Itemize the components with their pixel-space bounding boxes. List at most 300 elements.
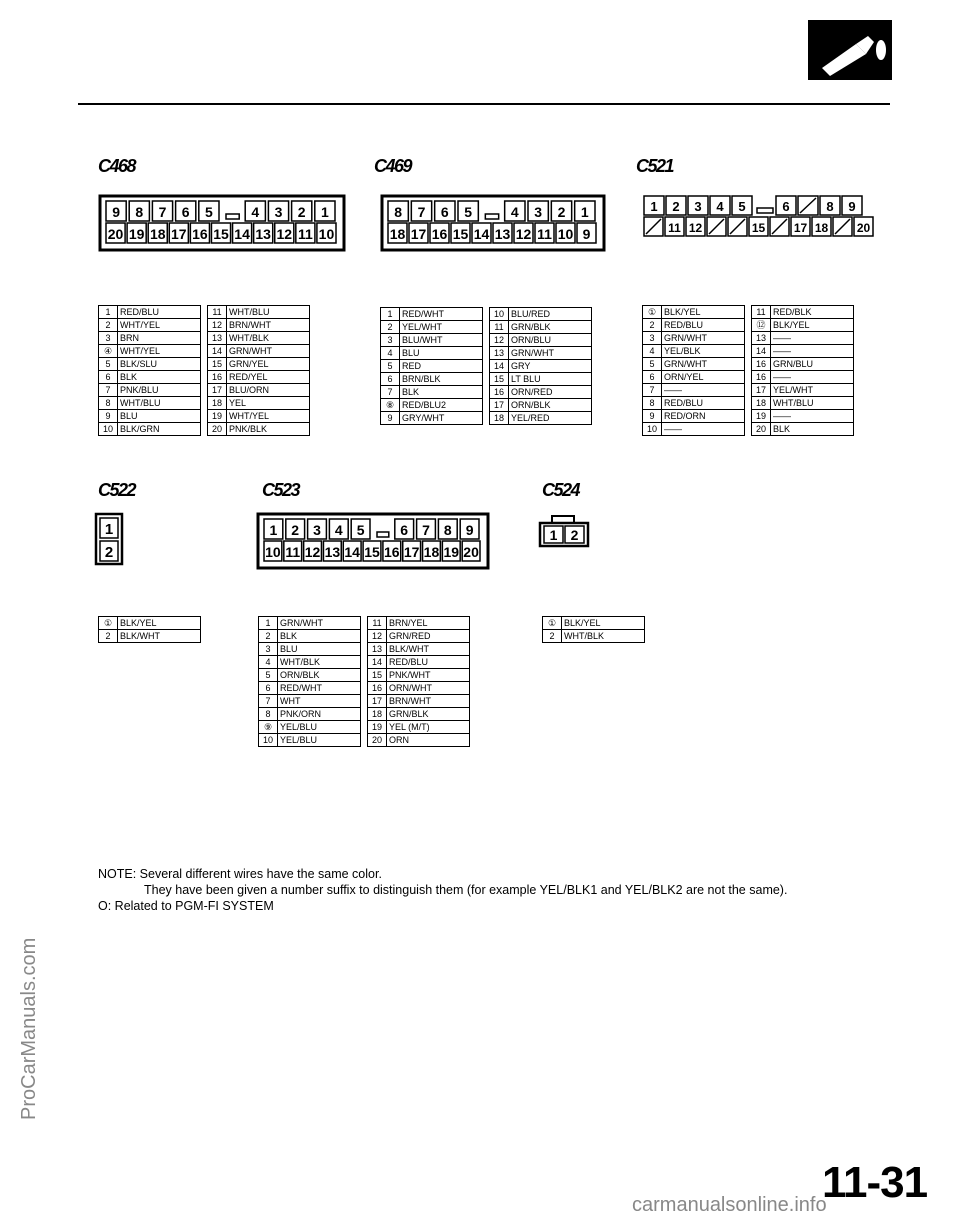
terminal-number: 2: [381, 321, 400, 334]
wire-color: BLK: [771, 423, 854, 436]
terminal-number: ④: [99, 345, 118, 358]
wire-color: ORN/RED: [509, 386, 592, 399]
wire-color: BLK/WHT: [387, 643, 470, 656]
terminal-number: 16: [752, 371, 771, 384]
wire-color: ——: [771, 410, 854, 423]
pin-label: 12: [688, 221, 703, 235]
column-gap: [361, 630, 368, 643]
pin-label: 8: [135, 204, 144, 220]
lock-tab: [757, 208, 773, 213]
connector-id-c468: C468: [98, 156, 136, 176]
pin-label: 8: [394, 204, 403, 220]
pin-label: 5: [205, 204, 213, 220]
terminal-number: 2: [543, 630, 562, 643]
terminal-number: 19: [208, 410, 227, 423]
terminal-number: 5: [381, 360, 400, 373]
pin-label: 12: [276, 226, 293, 242]
pin-label: 12: [304, 544, 321, 560]
wire-row: [99, 410, 310, 423]
wire-row: [259, 734, 470, 747]
column-gap: [483, 360, 490, 373]
terminal-number: 10: [99, 423, 118, 436]
wire-color: GRN/WHT: [278, 617, 361, 630]
pin-label: 1: [549, 527, 558, 543]
wire-color: ORN/WHT: [387, 682, 470, 695]
terminal-number: 14: [490, 360, 509, 373]
wire-color: BLK/YEL: [662, 306, 745, 319]
pin-label: 9: [582, 226, 591, 242]
blank-pin-slash: [646, 219, 661, 234]
terminal-number: 9: [99, 410, 118, 423]
wire-row: [643, 358, 854, 371]
wire-color: RED/BLU: [662, 397, 745, 410]
connector-outline: [94, 512, 124, 566]
terminal-number: 3: [259, 643, 278, 656]
wire-color: BLU: [400, 347, 483, 360]
terminal-number: 6: [259, 682, 278, 695]
pin-label: 11: [285, 544, 301, 560]
pin-label: 16: [384, 544, 400, 560]
pin-label: 2: [672, 199, 680, 214]
wire-color: YEL/WHT: [400, 321, 483, 334]
terminal-number: 13: [490, 347, 509, 360]
wire-row: [259, 708, 470, 721]
pin-label: 6: [181, 204, 190, 220]
pin-label: 7: [158, 204, 167, 220]
terminal-number: 5: [99, 358, 118, 371]
wire-row: [381, 347, 592, 360]
pin-label: 9: [112, 204, 120, 220]
terminal-number: 4: [381, 347, 400, 360]
terminal-number: 13: [752, 332, 771, 345]
wire-color: RED/BLK: [771, 306, 854, 319]
blank-pin-slash: [709, 219, 724, 234]
wire-color: ——: [771, 345, 854, 358]
terminal-number: 20: [752, 423, 771, 436]
wire-row: [643, 371, 854, 384]
wire-color: BLU/ORN: [227, 384, 310, 397]
pin-label: 16: [192, 226, 208, 242]
terminal-number: 15: [368, 669, 387, 682]
wire-color: RED/ORN: [662, 410, 745, 423]
wire-color: GRN/YEL: [227, 358, 310, 371]
terminal-number: 7: [381, 386, 400, 399]
terminal-number: ⑨: [259, 721, 278, 734]
pin-label: 20: [856, 221, 871, 235]
wire-color: BRN/YEL: [387, 617, 470, 630]
wire-color: WHT/BLK: [278, 656, 361, 669]
wire-color: PNK/BLK: [227, 423, 310, 436]
pin-label: 11: [537, 226, 552, 242]
pin-label: 14: [234, 226, 250, 242]
terminal-number: 2: [99, 319, 118, 332]
pin-label: 4: [334, 522, 343, 538]
column-gap: [483, 347, 490, 360]
column-gap: [483, 308, 490, 321]
column-gap: [745, 345, 752, 358]
terminal-number: 2: [259, 630, 278, 643]
wire-table-c468: [98, 305, 310, 436]
column-gap: [483, 399, 490, 412]
pin-label: 6: [400, 522, 409, 538]
wire-row: [259, 656, 470, 669]
terminal-number: 8: [259, 708, 278, 721]
wire-row: [643, 332, 854, 345]
pin-label: 20: [463, 544, 479, 560]
wire-table-c523: [258, 616, 470, 747]
pin-label: 10: [265, 544, 281, 560]
pin-label: 2: [570, 527, 579, 543]
column-gap: [745, 332, 752, 345]
pin-label: 11: [668, 221, 681, 235]
terminal-number: 16: [368, 682, 387, 695]
pin-label: 20: [107, 226, 124, 242]
wire-color: BLK/YEL: [562, 617, 645, 630]
terminal-number: 7: [99, 384, 118, 397]
blank-pin-slash: [835, 219, 850, 234]
wire-color: ——: [662, 384, 745, 397]
wire-color: WHT/BLK: [227, 332, 310, 345]
note-line-3: O: Related to PGM-FI SYSTEM: [98, 899, 274, 913]
terminal-number: 14: [208, 345, 227, 358]
pin-label: 4: [251, 204, 260, 220]
terminal-number: 15: [208, 358, 227, 371]
wire-color: YEL/RED: [509, 412, 592, 425]
pin-label: 17: [171, 226, 187, 242]
wire-row: [99, 319, 310, 332]
wire-color: GRN/BLK: [387, 708, 470, 721]
wire-color: WHT/YEL: [118, 319, 201, 332]
column-gap: [201, 345, 208, 358]
pin-label: 17: [410, 226, 427, 242]
column-gap: [201, 371, 208, 384]
column-gap: [201, 358, 208, 371]
wire-color: BLK: [400, 386, 483, 399]
terminal-number: 4: [259, 656, 278, 669]
wire-row: [381, 321, 592, 334]
pin-label: 2: [557, 204, 566, 220]
terminal-number: 9: [643, 410, 662, 423]
wire-row: [99, 384, 310, 397]
wire-color: RED/WHT: [278, 682, 361, 695]
terminal-number: 10: [490, 308, 509, 321]
column-gap: [361, 721, 368, 734]
terminal-number: ①: [543, 617, 562, 630]
column-gap: [745, 319, 752, 332]
wire-color: BLU/RED: [509, 308, 592, 321]
terminal-number: 4: [643, 345, 662, 358]
connector-id-c469: C469: [374, 156, 412, 176]
blank-pin-slash: [772, 219, 787, 234]
wire-row: [643, 306, 854, 319]
terminal-number: 16: [208, 371, 227, 384]
wire-row: [259, 721, 470, 734]
wire-row: [259, 630, 470, 643]
wire-row: [643, 345, 854, 358]
pin-label: 13: [255, 226, 271, 242]
terminal-number: 8: [99, 397, 118, 410]
side-watermark: ProCarManuals.com: [18, 937, 40, 1120]
wire-color: RED/BLU2: [400, 399, 483, 412]
wire-color: YEL/BLU: [278, 721, 361, 734]
column-gap: [745, 423, 752, 436]
wire-color: BLU/WHT: [400, 334, 483, 347]
pin-label: 13: [494, 226, 511, 242]
pin-label: 6: [440, 204, 449, 220]
column-gap: [483, 412, 490, 425]
wire-row: [381, 334, 592, 347]
terminal-number: 5: [643, 358, 662, 371]
terminal-number: 12: [368, 630, 387, 643]
terminal-number: 2: [643, 319, 662, 332]
pin-label: 11: [297, 226, 313, 242]
wire-row: [543, 617, 645, 630]
wire-row: [381, 399, 592, 412]
blank-pin-slash: [730, 219, 745, 234]
column-gap: [361, 656, 368, 669]
wire-row: [99, 345, 310, 358]
pin-label: 1: [580, 204, 589, 220]
connector-face-c469: [380, 192, 606, 254]
column-gap: [745, 306, 752, 319]
terminal-number: 11: [368, 617, 387, 630]
wire-row: [99, 306, 310, 319]
pin-label: 17: [403, 544, 420, 560]
column-gap: [361, 682, 368, 695]
terminal-number: 10: [643, 423, 662, 436]
connector-id-c523: C523: [262, 480, 300, 500]
column-gap: [745, 397, 752, 410]
pin-label: 9: [848, 199, 856, 214]
wire-color: BLK/SLU: [118, 358, 201, 371]
column-gap: [201, 423, 208, 436]
note-line-1: NOTE: Several different wires have the same color.: [98, 867, 382, 881]
terminal-number: 17: [490, 399, 509, 412]
wire-color: YEL: [227, 397, 310, 410]
connector-outline: [256, 510, 490, 572]
wire-color: WHT/BLU: [118, 397, 201, 410]
wire-color: BLK: [118, 371, 201, 384]
pin-label: 5: [356, 522, 365, 538]
terminal-number: 18: [208, 397, 227, 410]
header-rule: [78, 103, 890, 105]
wire-color: PNK/WHT: [387, 669, 470, 682]
column-gap: [745, 410, 752, 423]
wire-row: [381, 308, 592, 321]
wire-row: [99, 617, 201, 630]
pin-label: 6: [782, 199, 790, 214]
column-gap: [201, 384, 208, 397]
terminal-number: 13: [368, 643, 387, 656]
column-gap: [201, 306, 208, 319]
wire-color: ORN/BLK: [509, 399, 592, 412]
wire-color: BRN: [118, 332, 201, 345]
terminal-number: ⑧: [381, 399, 400, 412]
wire-row: [643, 397, 854, 410]
column-gap: [361, 669, 368, 682]
wire-color: ORN/YEL: [662, 371, 745, 384]
wire-color: BLK/YEL: [118, 617, 201, 630]
terminal-number: 15: [490, 373, 509, 386]
column-gap: [361, 708, 368, 721]
wire-color: BLK: [278, 630, 361, 643]
wire-table-c469: [380, 307, 592, 425]
wire-color: WHT/BLK: [562, 630, 645, 643]
terminal-number: 3: [99, 332, 118, 345]
wire-row: [259, 695, 470, 708]
wire-color: RED/BLU: [118, 306, 201, 319]
pin-label: 2: [291, 522, 300, 538]
terminal-number: ①: [99, 617, 118, 630]
lock-tab: [377, 532, 389, 537]
connector-outline: [98, 192, 346, 254]
terminal-number: 19: [368, 721, 387, 734]
pin-label: 3: [534, 204, 543, 220]
wire-color: YEL/BLK: [662, 345, 745, 358]
terminal-number: 12: [490, 334, 509, 347]
wire-table-c521: [642, 305, 854, 436]
connector-outline: [380, 192, 606, 254]
lock-tab: [226, 214, 239, 219]
wire-row: [99, 397, 310, 410]
wire-row: [381, 360, 592, 373]
pin-label: 5: [738, 199, 746, 214]
pin-label: 10: [557, 226, 574, 242]
connector-face-c524: [538, 514, 590, 548]
terminal-number: 20: [208, 423, 227, 436]
wire-color: ——: [662, 423, 745, 436]
pin-label: 12: [515, 226, 532, 242]
pin-label: 9: [465, 522, 474, 538]
wire-table-c524: [542, 616, 645, 643]
terminal-number: 9: [381, 412, 400, 425]
pin-label: 1: [650, 199, 658, 214]
wire-color: GRN/WHT: [509, 347, 592, 360]
terminal-number: 2: [99, 630, 118, 643]
terminal-number: 18: [490, 412, 509, 425]
pin-label: 14: [344, 544, 360, 560]
wire-color: BLU: [118, 410, 201, 423]
terminal-number: 1: [99, 306, 118, 319]
column-gap: [201, 332, 208, 345]
blank-pin-slash: [800, 198, 816, 213]
terminal-number: 20: [368, 734, 387, 747]
terminal-number: ⑫: [752, 319, 771, 332]
wire-color: RED/BLU: [387, 656, 470, 669]
connector-id-c521: C521: [636, 156, 674, 176]
pin-label: 8: [826, 199, 834, 214]
pin-label: 8: [443, 522, 452, 538]
terminal-number: 6: [381, 373, 400, 386]
wire-row: [381, 373, 592, 386]
wire-row: [643, 410, 854, 423]
terminal-number: 12: [208, 319, 227, 332]
wire-color: ORN/BLU: [509, 334, 592, 347]
terminal-number: 7: [259, 695, 278, 708]
pin-label: 19: [128, 226, 145, 242]
wire-row: [99, 630, 201, 643]
pin-label: 4: [716, 199, 724, 214]
terminal-number: 17: [368, 695, 387, 708]
pin-label: 15: [364, 544, 380, 560]
pin-label: 15: [213, 226, 229, 242]
wire-color: BRN/WHT: [387, 695, 470, 708]
wire-color: RED/YEL: [227, 371, 310, 384]
wire-color: BRN/WHT: [227, 319, 310, 332]
wire-row: [643, 423, 854, 436]
pin-label: 18: [423, 544, 440, 560]
pin-label: 7: [417, 204, 426, 220]
wire-color: GRN/BLU: [771, 358, 854, 371]
pin-label: 13: [324, 544, 341, 560]
note-line-2: They have been given a number suffix to distinguish them (for example YEL/BLK1 and YEL/BLK2 are not the same).: [144, 883, 788, 897]
terminal-number: 13: [208, 332, 227, 345]
terminal-number: 11: [490, 321, 509, 334]
wire-color: ——: [771, 332, 854, 345]
connector-outline: [538, 514, 590, 548]
column-gap: [745, 384, 752, 397]
terminal-number: 16: [752, 358, 771, 371]
pin-label: 3: [313, 522, 321, 538]
column-gap: [201, 397, 208, 410]
wire-row: [259, 643, 470, 656]
column-gap: [745, 358, 752, 371]
connector-id-c522: C522: [98, 480, 136, 500]
pin-label: 4: [510, 204, 519, 220]
terminal-number: 14: [752, 345, 771, 358]
pin-label: 1: [321, 204, 329, 220]
page-number: 11-31: [822, 1158, 928, 1207]
wire-color: WHT/YEL: [118, 345, 201, 358]
wire-color: GRN/WHT: [662, 332, 745, 345]
wire-row: [99, 423, 310, 436]
wire-color: GRN/WHT: [227, 345, 310, 358]
terminal-number: 17: [752, 384, 771, 397]
terminal-number: 6: [99, 371, 118, 384]
terminal-number: 14: [368, 656, 387, 669]
pin-label: 19: [443, 544, 460, 560]
terminal-number: 7: [643, 384, 662, 397]
column-gap: [361, 643, 368, 656]
column-gap: [201, 410, 208, 423]
wire-color: YEL (M/T): [387, 721, 470, 734]
connector-face-c522: [94, 512, 124, 566]
wire-row: [643, 384, 854, 397]
terminal-number: 5: [259, 669, 278, 682]
wire-row: [259, 617, 470, 630]
wire-row: [381, 412, 592, 425]
terminal-number: 10: [259, 734, 278, 747]
wire-row: [643, 319, 854, 332]
wire-color: ORN/BLK: [278, 669, 361, 682]
wire-color: WHT/YEL: [227, 410, 310, 423]
wire-color: BLU: [278, 643, 361, 656]
pin-label: 1: [104, 521, 114, 538]
wire-color: WHT/BLU: [227, 306, 310, 319]
wire-color: GRN/WHT: [662, 358, 745, 371]
pin-label: 3: [694, 199, 702, 214]
pin-label: 2: [104, 544, 114, 561]
wire-color: BLK/GRN: [118, 423, 201, 436]
pin-label: 5: [464, 204, 473, 220]
wire-row: [99, 332, 310, 345]
wire-row: [259, 669, 470, 682]
pin-label: 18: [389, 226, 406, 242]
terminal-number: 16: [490, 386, 509, 399]
column-gap: [361, 617, 368, 630]
column-gap: [201, 319, 208, 332]
column-gap: [361, 734, 368, 747]
